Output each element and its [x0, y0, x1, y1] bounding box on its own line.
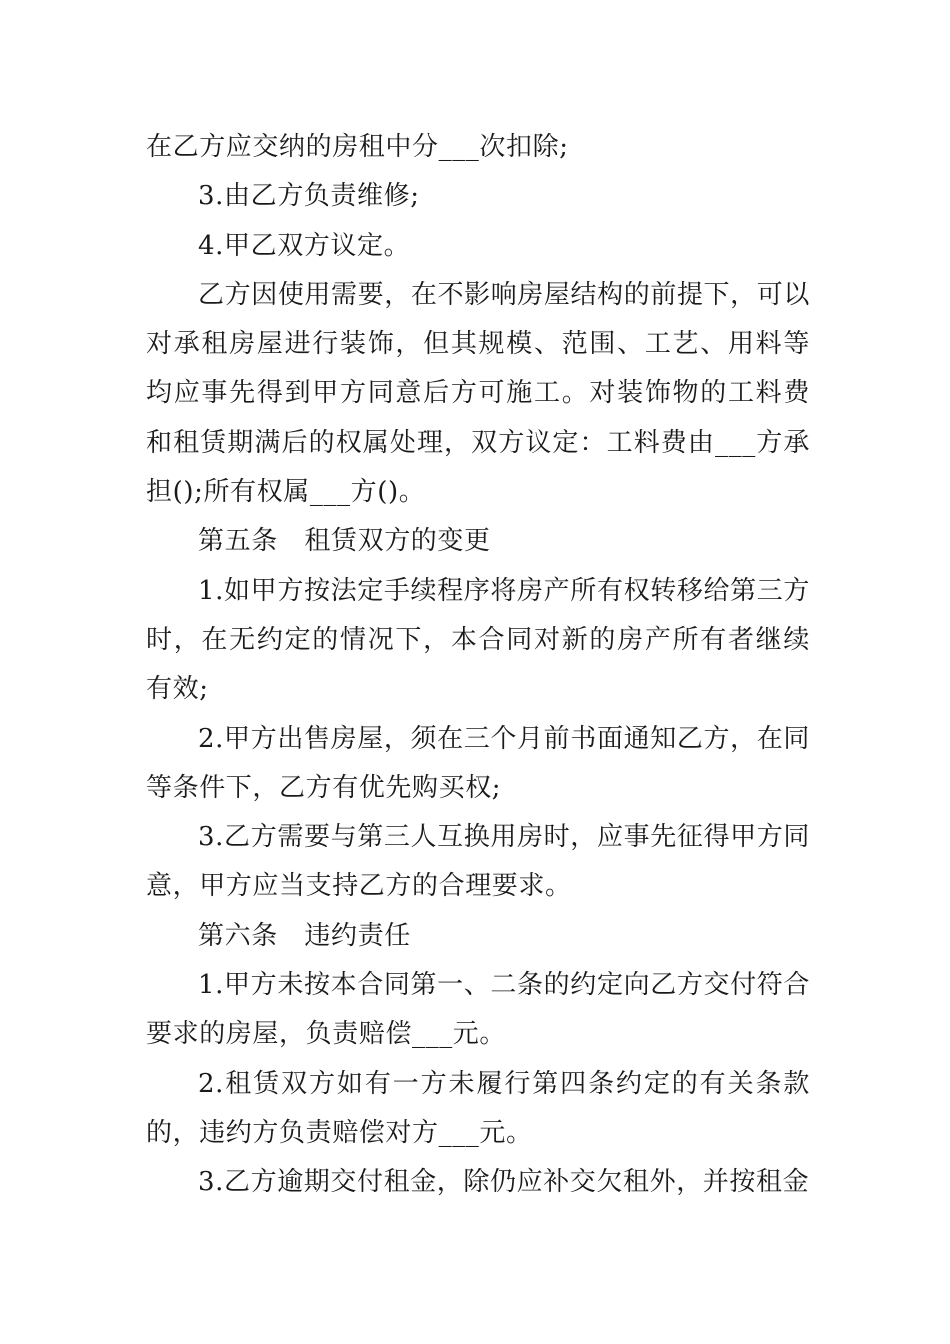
article-5-clause-1: 1.如甲方按法定手续程序将房产所有权转移给第三方时，在无约定的情况下，本合同对新的房产所有者继续有效; — [146, 575, 810, 705]
paragraph-deduction-continuation: 在乙方应交纳的房租中分___次扣除; — [146, 132, 569, 162]
article-6-clause-2: 2.租赁双方如有一方未履行第四条约定的有关条款的，违约方负责赔偿对方___元。 — [146, 1068, 810, 1148]
paragraph-decoration-terms: 乙方因使用需要，在不影响房屋结构的前提下，可以对承租房屋进行装饰，但其规模、范围、工艺、用料等均应事先得到甲方同意后方可施工。对装饰物的工料费和租赁期满后的权属处理，双方议定：工料费由___方承担();所有权属___方()。 — [146, 279, 810, 508]
paragraph-item-4-agreement: 4.甲乙双方议定。 — [198, 230, 411, 261]
article-5-clause-3: 3.乙方需要与第三人互换用房时，应事先征得甲方同意，甲方应当支持乙方的合理要求。 — [146, 822, 810, 902]
article-5-clause-2: 2.甲方出售房屋，须在三个月前书面通知乙方，在同等条件下，乙方有优先购买权; — [146, 723, 810, 803]
document-body — [146, 123, 810, 1208]
article-5-heading: 第五条 租赁双方的变更 — [198, 526, 491, 557]
article-6-heading: 第六条 违约责任 — [198, 920, 411, 951]
paragraph-item-3-repair: 3.由乙方负责维修; — [198, 181, 420, 212]
article-6-clause-3: 3.乙方逾期交付租金，除仍应补交欠租外，并按租金 — [198, 1167, 810, 1198]
article-6-clause-1: 1.甲方未按本合同第一、二条的约定向乙方交付符合要求的房屋，负责赔偿___元。 — [146, 970, 810, 1050]
